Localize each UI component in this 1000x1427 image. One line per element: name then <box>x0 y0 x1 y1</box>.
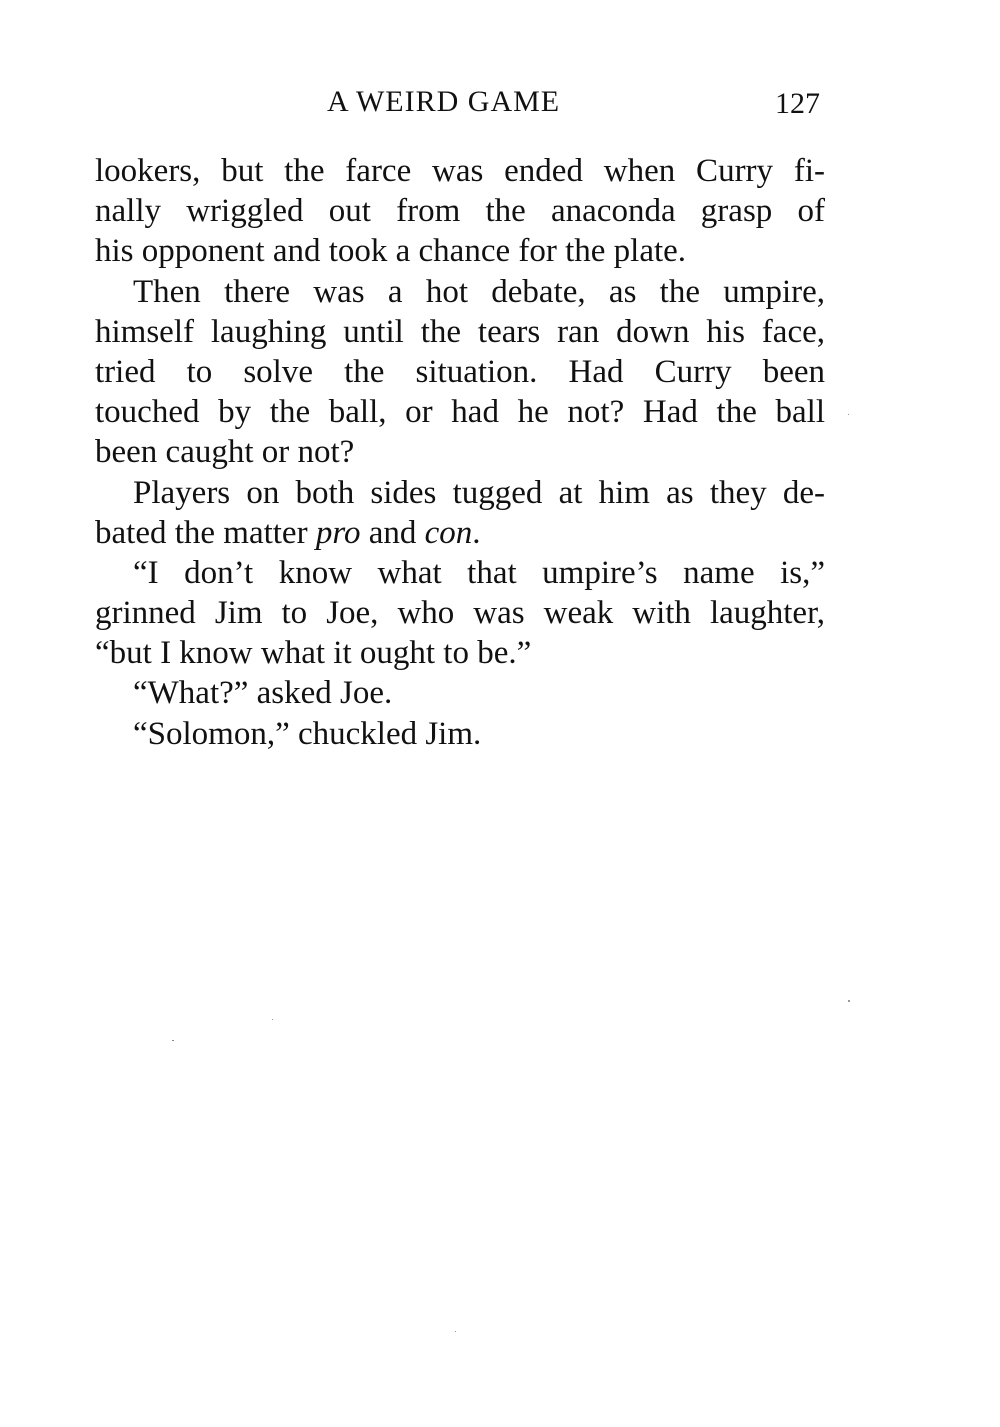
text-line <box>95 513 825 553</box>
text-line: Players on both sides tugged at him as they de- <box>133 474 825 511</box>
italic-word: con <box>424 514 473 551</box>
text-line: “Solomon,” chuckled Jim. <box>133 715 482 752</box>
text-line: been caught or not? <box>95 434 355 471</box>
text-line: “but I know what it ought to be.” <box>95 635 532 672</box>
body-text <box>95 151 825 754</box>
running-head <box>95 82 830 126</box>
text-line: grinned Jim to Joe, who was weak with laughter, <box>95 595 825 632</box>
text-line: Then there was a hot debate, as the umpire, <box>133 273 825 310</box>
scan-speck <box>455 1331 456 1332</box>
chapter-title: A WEIRD GAME <box>327 85 561 118</box>
text-line: “I don’t know what that umpire’s name is,” <box>133 554 825 591</box>
text-line: tried to solve the situation. Had Curry been <box>95 353 825 390</box>
scan-speck <box>272 1019 273 1020</box>
text-line: touched by the ball, or had he not? Had the ball <box>95 394 825 431</box>
text-line: “What?” asked Joe. <box>133 675 393 712</box>
scan-speck <box>172 1040 174 1041</box>
text-segment: and <box>360 514 425 551</box>
scan-speck <box>848 1000 850 1002</box>
italic-word: pro <box>315 514 361 551</box>
scan-speck <box>848 414 849 415</box>
text-line: himself laughing until the tears ran down his face, <box>95 313 825 350</box>
text-line: lookers, but the farce was ended when Curry fi- <box>95 153 825 189</box>
text-segment: bated the matter <box>95 514 316 551</box>
text-line: nally wriggled out from the anaconda grasp of <box>95 193 825 230</box>
text-segment: . <box>472 514 481 551</box>
page-number: 127 <box>775 87 820 120</box>
text-line: his opponent and took a chance for the plate. <box>95 233 687 270</box>
